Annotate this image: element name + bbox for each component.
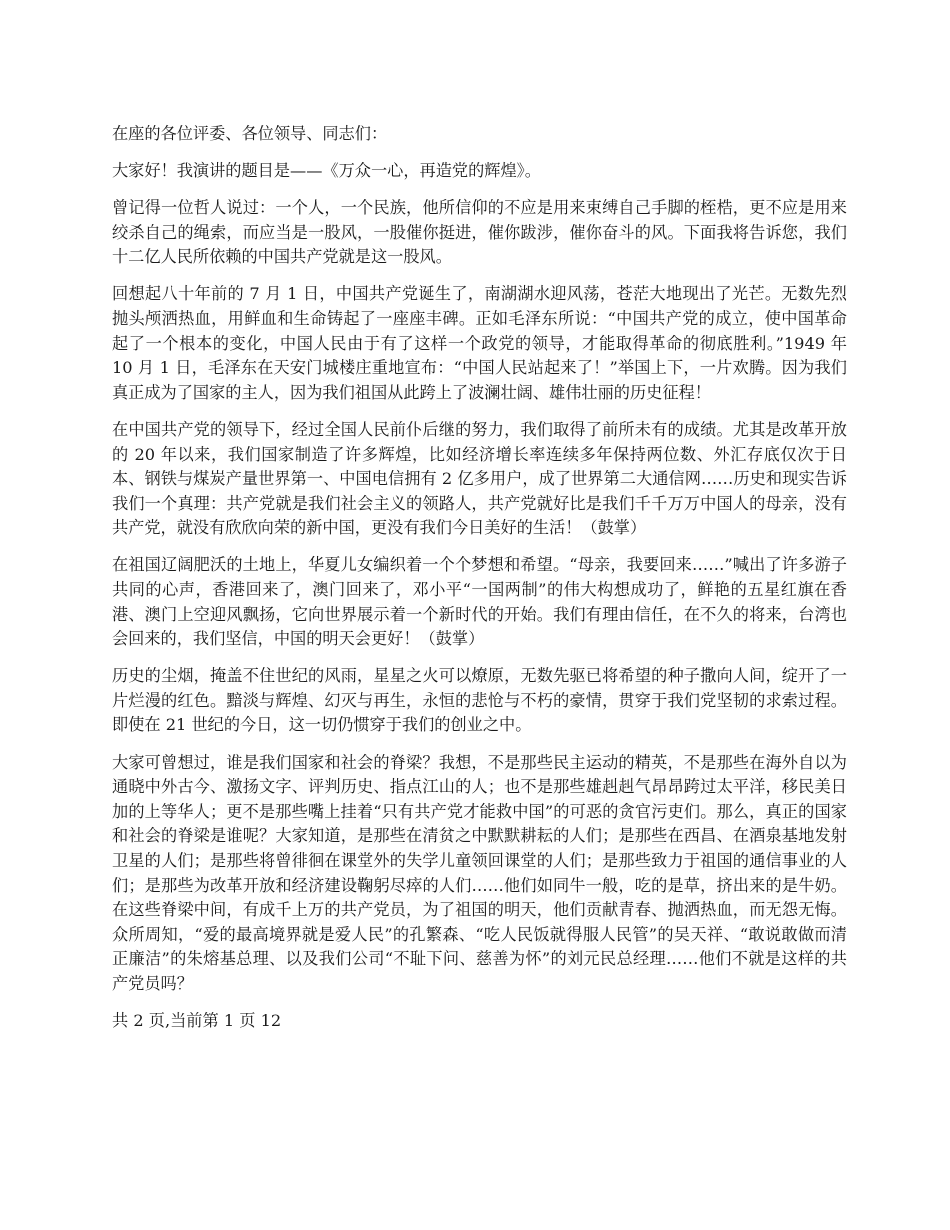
paragraph: 大家可曾想过，谁是我们国家和社会的脊梁？我想，不是那些民主运动的精英，不是那些在海外自以为通晓中外古今、激扬文字、评判历史、指点江山的人；也不是那些雄赳赳气昂昂跨过太平洋，移民美日加的上等华人；更不是那些嘴上挂着“只有共产党才能救中国”的可恶的贪官污吏们。那么，真正的国家和社会的脊梁是谁呢？大家知道，是那些在清贫之中默默耕耘的人们；是那些在西昌、在酒泉基地发射卫星的人们；是那些将曾徘徊在课堂外的失学儿童领回课堂的人们；是那些致力于祖国的通信事业的人们；是那些为改革开放和经济建设鞠躬尽瘁的人们……他们如同牛一般，吃的是草，挤出来的是牛奶。在这些脊梁中间，有成千上万的共产党员，为了祖国的明天，他们贡献青春、抛洒热血，而无怨无悔。众所周知，“爱的最高境界就是爱人民”的孔繁森、“吃人民饭就得服人民管”的吴天祥、“敢说敢做而清正廉洁”的朱熔基总理、以及我们公司“不耻下问、慈善为怀”的刘元民总经理……他们不就是这样的共产党员吗？	[112, 752, 847, 993]
speech-title-line: 大家好！我演讲的题目是——《万众一心，再造党的辉煌》。	[112, 161, 541, 181]
salutation: 在座的各位评委、各位领导、同志们：	[112, 124, 388, 143]
paragraph: 在中国共产党的领导下，经过全国人民前仆后继的努力，我们取得了前所未有的成绩。尤其是改革开放的 20 年以来，我们国家制造了许多辉煌，比如经济增长率连续多年保持两位数、外汇存底仅次于日本、钢铁与煤炭产量世界第一、中国电信拥有 2 亿多用户，成了世界第二大通信网……历史和现实告诉我们一个真理：共产党就是我们社会主义的领路人，共产党就好比是我们千千万万中国人的母亲，没有共产党，就没有欣欣向荣的新中国，更没有我们今日美好的生活！（鼓掌）	[112, 419, 847, 538]
document-page	[112, 122, 847, 1034]
page-footer: 共 2 页,当前第 1 页 12	[112, 1011, 282, 1030]
paragraph: 历史的尘烟，掩盖不住世纪的风雨，星星之火可以燎原，无数先驱已将希望的种子撒向人间，绽开了一片烂漫的红色。黯淡与辉煌、幻灭与再生，永恒的悲怆与不朽的豪情，贯穿于我们党坚韧的求索过程。即使在 21 世纪的今日，这一切仍惯穿于我们的创业之中。	[112, 666, 847, 735]
paragraph: 曾记得一位哲人说过：一个人，一个民族，他所信仰的不应是用来束缚自己手脚的桎梏，更不应是用来绞杀自己的绳索，而应当是一股风，一股催你挺进，催你跋涉，催你奋斗的风。下面我将告诉您，我们十二亿人民所依赖的中国共产党就是这一股风。	[112, 198, 847, 267]
paragraph: 回想起八十年前的 7 月 1 日，中国共产党诞生了，南湖湖水迎风荡，苍茫大地现出了光芒。无数先烈抛头颅洒热血，用鲜血和生命铸起了一座座丰碑。正如毛泽东所说：“中国共产党的成立，使中国革命起了一个根本的变化，中国人民由于有了这样一个政党的领导，才能取得革命的彻底胜利。”1949 年 10 月 1 日，毛泽东在天安门城楼庄重地宣布：“中国人民站起来了！”举国上下，一片欢腾。因为我们真正成为了国家的主人，因为我们祖国从此跨上了波澜壮阔、雄伟壮丽的历史征程！	[112, 284, 847, 402]
paragraph: 在祖国辽阔肥沃的土地上，华夏儿女编织着一个个梦想和希望。“母亲，我要回来……”喊出了许多游子共同的心声，香港回来了，澳门回来了，邓小平“一国两制”的伟大构想成功了，鲜艳的五星红旗在香港、澳门上空迎风飘扬，它向世界展示着一个新时代的开始。我们有理由信任，在不久的将来，台湾也会回来的，我们坚信，中国的明天会更好！（鼓掌）	[112, 555, 847, 649]
